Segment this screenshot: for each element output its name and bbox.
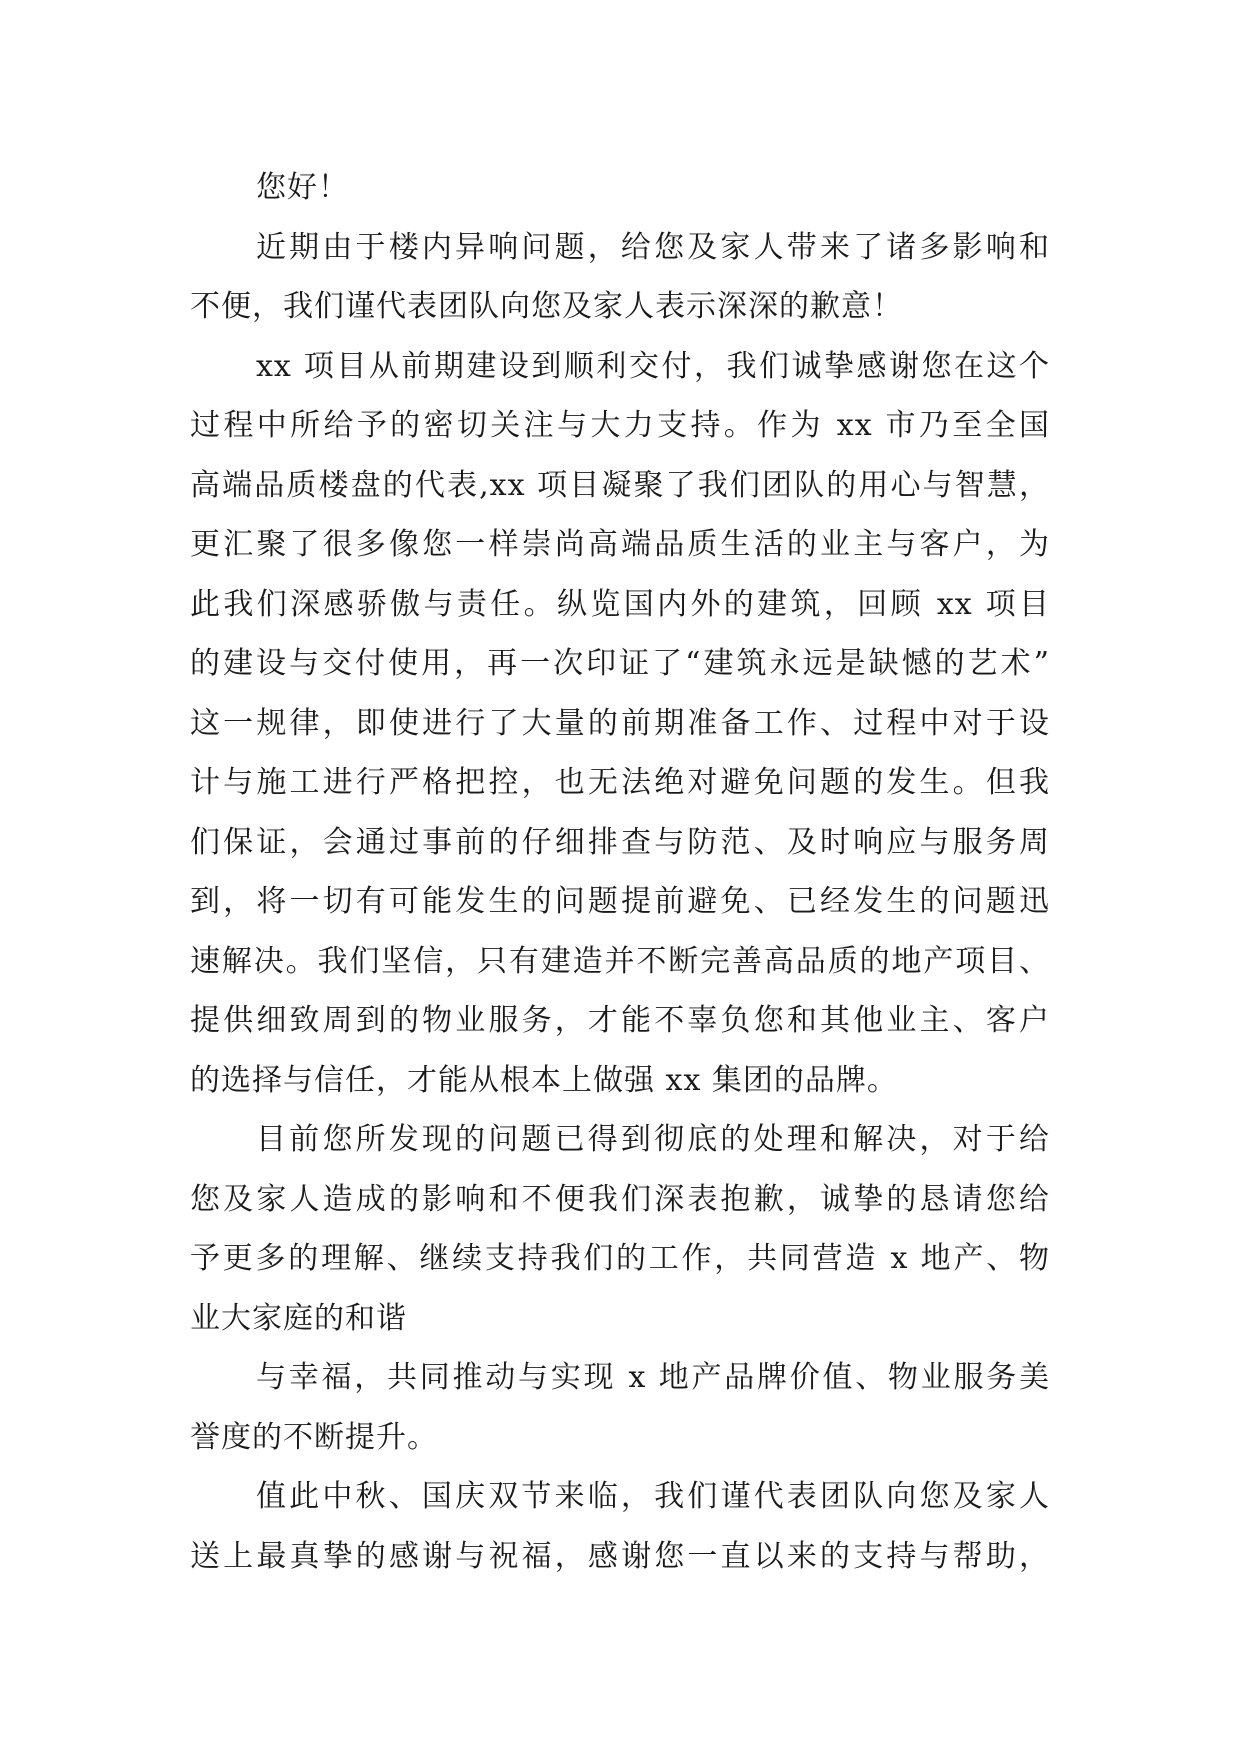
text-line: 送上最真挚的感谢与祝福，感谢您一直以来的支持与帮助， — [190, 1538, 1050, 1574]
text-line: 此我们深感骄傲与责任。纵览国内外的建筑，回顾 xx 项目 — [190, 586, 1050, 622]
text-line: 高端品质楼盘的代表,xx 项目凝聚了我们团队的用心与智慧， — [190, 467, 1050, 503]
text-line: 到，将一切有可能发生的问题提前避免、已经发生的问题迅 — [190, 884, 1050, 919]
text-line: 与幸福，共同推动与实现 x 地产品牌价值、物业服务美 — [256, 1360, 1050, 1395]
text-line: 业大家庭的和谐 — [190, 1300, 407, 1336]
text-line: 予更多的理解、继续支持我们的工作，共同营造 x 地产、物 — [190, 1241, 1050, 1276]
text-line: 速解决。我们坚信，只有建造并不断完善高品质的地产项目、 — [190, 943, 1050, 979]
text-line: 这一规律，即使进行了大量的前期准备工作、过程中对于设 — [190, 705, 1050, 741]
greeting-line: 您好！ — [256, 170, 349, 205]
text-line: 目前您所发现的问题已得到彻底的处理和解决，对于给 — [256, 1122, 1050, 1157]
text-line: 计与施工进行严格把控，也无法绝对避免问题的发生。但我 — [190, 765, 1050, 800]
text-line: 近期由于楼内异响问题，给您及家人带来了诸多影响和 — [256, 229, 1050, 265]
letter-body — [190, 158, 1050, 1586]
text-line: 的选择与信任，才能从根本上做强 xx 集团的品牌。 — [190, 1062, 898, 1098]
text-line: xx 项目从前期建设到顺利交付，我们诚挚感谢您在这个 — [256, 348, 1050, 384]
text-line: 的建设与交付使用，再一次印证了“建筑永远是缺憾的艺术” — [190, 646, 1050, 681]
text-line: 值此中秋、国庆双节来临，我们谨代表团队向您及家人 — [256, 1479, 1050, 1514]
text-line: 您及家人造成的影响和不便我们深表抱歉，诚挚的恳请您给 — [190, 1181, 1050, 1217]
text-line: 们保证，会通过事前的仔细排查与防范、及时响应与服务周 — [190, 824, 1050, 860]
text-line: 更汇聚了很多像您一样崇尚高端品质生活的业主与客户，为 — [190, 527, 1050, 562]
text-line: 提供细致周到的物业服务，才能不辜负您和其他业主、客户 — [190, 1003, 1050, 1038]
text-line: 誉度的不断提升。 — [190, 1419, 438, 1455]
text-line: 过程中所给予的密切关注与大力支持。作为 xx 市乃至全国 — [190, 408, 1050, 443]
text-line: 不便，我们谨代表团队向您及家人表示深深的歉意！ — [190, 289, 903, 324]
